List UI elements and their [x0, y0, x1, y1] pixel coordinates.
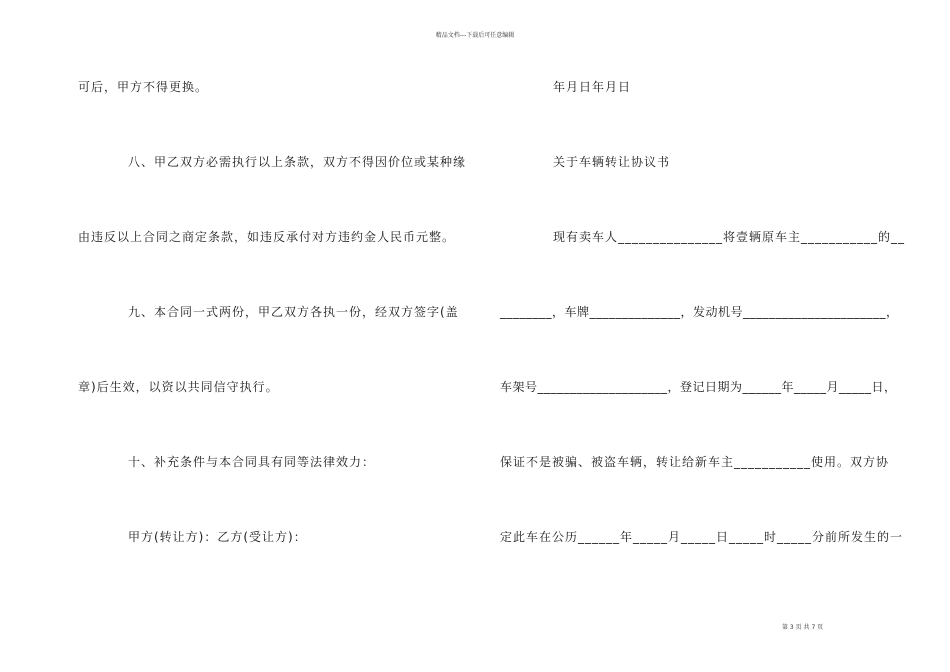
- agreement-title: 关于车辆转让协议书: [553, 155, 671, 169]
- paragraph-line: 保证不是被骗、被盗车辆，转让给新车主___________使用。双方协: [500, 455, 890, 469]
- paragraph-line: ________，车牌______________，发动机号______________________，: [500, 305, 899, 319]
- paragraph-line: 八、甲乙双方必需执行以上条款，双方不得因价位或某种缘: [128, 155, 467, 169]
- date-line: 年月日年月日: [553, 80, 632, 94]
- paragraph-line: 定此车在公历______年_____月_____日_____时_____分前所发生的一: [500, 530, 904, 544]
- paragraph-line: 可后，甲方不得更换。: [78, 80, 209, 94]
- paragraph-line: 现有卖车人_______________将壹辆原车主___________的__: [553, 230, 906, 244]
- page-number: 第 3 页 共 7 页: [782, 624, 824, 631]
- paragraph-line: 由违反以上合同之商定条款，如违反承付对方违约金人民币元整。: [78, 230, 456, 244]
- paragraph-line: 十、补充条件与本合同具有同等法律效力：: [128, 455, 376, 469]
- page-header: 精品文档---下载后可任意编辑: [435, 32, 515, 39]
- paragraph-line: 九、本合同一式两份，甲乙双方各执一份，经双方签字(盖: [128, 305, 459, 319]
- paragraph-line: 车架号____________________，登记日期为______年_____月_____日，: [500, 380, 897, 394]
- right-column: [475, 0, 950, 672]
- signature-parties-line: 甲方(转让方)：乙方(受让方)：: [128, 530, 307, 544]
- paragraph-line: 章)后生效，以资以共同信守执行。: [78, 380, 279, 394]
